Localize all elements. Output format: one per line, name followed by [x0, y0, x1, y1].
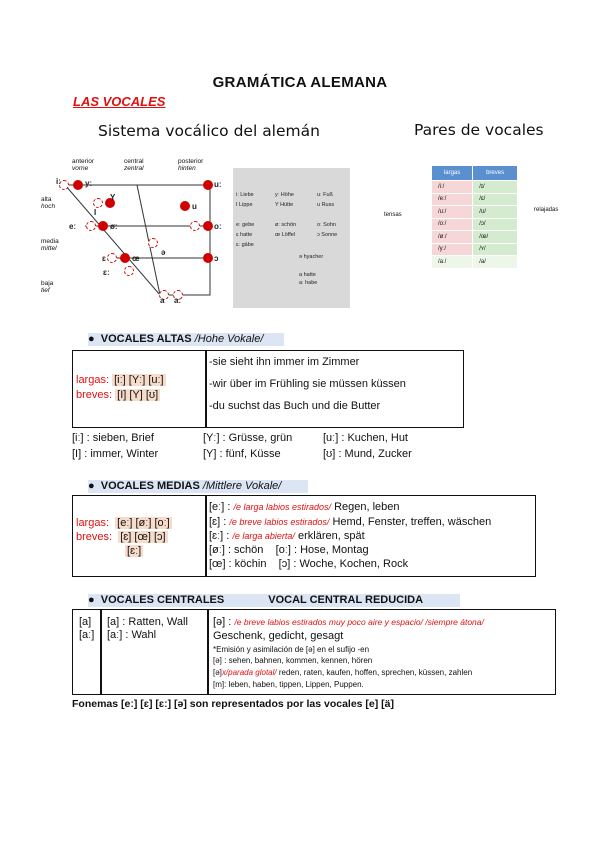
pair-short: /a/	[473, 256, 518, 269]
vowel-symbol: yː	[85, 179, 93, 188]
vowel-pairs-heading: Pares de vocales	[414, 121, 544, 139]
pair-short: /ɪ/	[473, 181, 518, 194]
altas-sentence: -du suchst das Buch und die Butter	[209, 400, 381, 412]
m-row: [m]: leben, haben, tippen, Lippen, Puppen.	[213, 680, 364, 689]
table-row	[432, 193, 518, 206]
vowel-symbol: ɛ	[102, 254, 106, 263]
vowel-symbol: ɛː	[103, 268, 110, 277]
divider	[207, 610, 209, 694]
table-row	[432, 243, 518, 256]
table-row	[432, 231, 518, 244]
vowel-dot	[203, 253, 213, 263]
altas-example: [I] : immer, Winter	[72, 448, 159, 460]
row-label-baja: baja tief	[41, 280, 54, 294]
pair-short: /ʏ/	[473, 243, 518, 256]
pair-short: /ɛ/	[473, 193, 518, 206]
medias-labels: largas: [eː] [øː] [oː] breves: [ɛ] [œ] [ɔ] [ɛː]	[76, 517, 170, 557]
footer-note: Fonemas [eː] [ɛ] [ɛː] [ə] son representados por las vocales [e] [ä]	[72, 698, 395, 710]
example-word: u Russ	[317, 202, 335, 208]
table-row	[432, 256, 518, 269]
section-heading-centrales: ● VOCALES CENTRALES VOCAL CENTRAL REDUCIDA	[88, 594, 460, 607]
pair-short: /œ/	[473, 231, 518, 244]
example-word: øː schön	[275, 222, 297, 228]
example-word: aː habe	[299, 280, 318, 286]
altas-box	[72, 350, 464, 428]
vowel-dot	[73, 180, 83, 190]
example-word: eː gebe	[236, 222, 255, 228]
vowel-symbol: I	[94, 208, 97, 217]
vowel-symbol: oː	[214, 222, 222, 231]
vowel-dot	[120, 253, 130, 263]
row-label-alta: alta hoch	[41, 196, 56, 210]
vowel-symbol: aː	[174, 296, 182, 305]
vowel-symbol: Y	[110, 193, 116, 202]
altas-example: [Yː] : Grüsse, grün	[203, 432, 293, 444]
bullet-icon: ●	[88, 480, 95, 492]
glotal-row: [ə]x/parada glotal/ reden, raten, kaufen, hoffen, sprechen, küssen, zahlen	[213, 668, 473, 677]
vowel-trapezoid-diagram	[40, 158, 230, 308]
example-word: ɛː gäbe	[236, 242, 254, 248]
altas-example: [ʊ] : Mund, Zucker	[323, 448, 412, 460]
pair-long: /aː/	[432, 256, 473, 269]
section-heading-medias: ● VOCALES MEDIAS /Mittlere Vokale/	[88, 480, 308, 493]
vowel-pairs-table	[431, 165, 518, 269]
altas-example: [Y] : fünf, Küsse	[203, 448, 281, 460]
altas-sentence: -wir über im Frühling sie müssen küssen	[209, 378, 406, 390]
pair-long: /oː/	[432, 218, 473, 231]
col-label-anterior: anterior vorne	[72, 158, 95, 172]
tensas-label: tensas	[384, 212, 402, 218]
medias-row: [ɛ] : /e breve labios estirados/ Hemd, Fenster, treffen, wäschen	[209, 516, 492, 528]
emision-note: *Emisión y asimilación de [ə] en el sufijo -en	[213, 645, 370, 654]
vowel-symbol: eː	[69, 222, 77, 231]
table-row	[432, 181, 518, 194]
schwa-row: [ə] : /e breve labios estirados muy poco aire y espacio/ /siempre átona/	[213, 616, 484, 628]
pair-long: /iː/	[432, 181, 473, 194]
vowel-dot	[98, 221, 108, 231]
vowel-dot	[203, 221, 213, 231]
example-word: oː Sohn	[317, 222, 336, 228]
vowel-dot-open	[124, 266, 134, 276]
col-label-posterior: posterior hinten	[178, 158, 204, 172]
relajadas-label: relajadas	[534, 207, 559, 213]
pair-long: /yː/	[432, 243, 473, 256]
example-word: a hatte	[299, 272, 316, 278]
vowel-symbol: œ	[132, 254, 140, 263]
vowel-examples-box	[233, 168, 350, 308]
vowel-system-heading: Sistema vocálico del alemán	[98, 122, 320, 140]
vowel-symbol: u	[192, 202, 197, 211]
vowel-dot-open	[190, 221, 200, 231]
altas-example: [uː] : Kuchen, Hut	[323, 432, 408, 444]
example-word: Y Hütte	[275, 202, 294, 208]
vowel-symbol: iː	[56, 177, 61, 186]
pair-short: /ʊ/	[473, 206, 518, 219]
medias-row: [øː] : schön [oː] : Hose, Montag	[209, 544, 369, 556]
vowel-dot-open	[93, 198, 103, 208]
vowel-symbol: ɔ	[214, 254, 219, 263]
medias-row: [eː] : /e larga labios estirados/ Regen, leben	[209, 501, 400, 513]
pair-short: /ɔ/	[473, 218, 518, 231]
vowel-symbol: uː	[214, 180, 222, 189]
vowel-dot-open	[148, 238, 158, 248]
vowel-dot	[203, 180, 213, 190]
centrales-box	[72, 609, 556, 695]
example-word: ə hyacher	[299, 254, 324, 260]
bullet-icon: ●	[88, 333, 95, 345]
vowel-symbol: ə	[161, 248, 166, 257]
vowel-symbol: øː	[110, 222, 118, 231]
example-word: ɔ Sonne	[317, 232, 338, 238]
divider	[100, 610, 102, 694]
vowel-dot-open	[86, 221, 96, 231]
medias-row: [ɛː] : /e larga abierta/ erklären, spät	[209, 530, 365, 542]
example-word: ɛ hatte	[236, 232, 253, 238]
example-word: uː Fuß	[317, 192, 333, 198]
trapezoid-lines	[40, 158, 230, 308]
example-word: œ Löffel	[275, 232, 296, 238]
altas-labels: largas: [iː] [Yː] [uː] breves: [I] [Y] [ʊ]	[76, 374, 164, 401]
altas-example: [iː] : sieben, Brief	[72, 432, 154, 444]
altas-sentence: -sie sieht ihn immer im Zimmer	[209, 356, 360, 368]
page-title: GRAMÁTICA ALEMANA	[212, 74, 388, 91]
pair-long: /uː/	[432, 206, 473, 219]
schwa-words: Geschenk, gedicht, gesagt	[213, 630, 344, 642]
central-symbols: [a] [aː]	[79, 616, 95, 641]
vowel-dot-open	[107, 253, 117, 263]
bullet-icon: ●	[88, 594, 95, 606]
table-row	[432, 218, 518, 231]
example-word: I Lippe	[236, 202, 253, 208]
row-label-media: media mittel	[41, 238, 59, 252]
pairs-header-largas: largas	[432, 166, 473, 181]
section-heading-altas: ● VOCALES ALTAS /Hohe Vokale/	[88, 333, 284, 346]
emision-example: [ə] : sehen, bahnen, kommen, kennen, hören	[213, 656, 373, 665]
central-examples: [a] : Ratten, Wall [aː] : Wahl	[107, 616, 188, 641]
vowel-dot	[180, 201, 190, 211]
medias-row: [œ] : köchin [ɔ] : Woche, Kochen, Rock	[209, 558, 409, 570]
page-subtitle: LAS VOCALES	[73, 94, 166, 109]
pairs-header-breves: breves	[473, 166, 518, 181]
divider	[205, 351, 207, 427]
vowel-symbol: a	[160, 296, 165, 305]
example-word: yː Höhe	[275, 192, 294, 198]
col-label-central: central zentral	[124, 158, 144, 172]
pair-long: /øː/	[432, 231, 473, 244]
table-row	[432, 206, 518, 219]
divider	[205, 496, 207, 576]
medias-box	[72, 495, 536, 577]
pair-long: /eː/	[432, 193, 473, 206]
example-word: iː Liebe	[236, 192, 254, 198]
